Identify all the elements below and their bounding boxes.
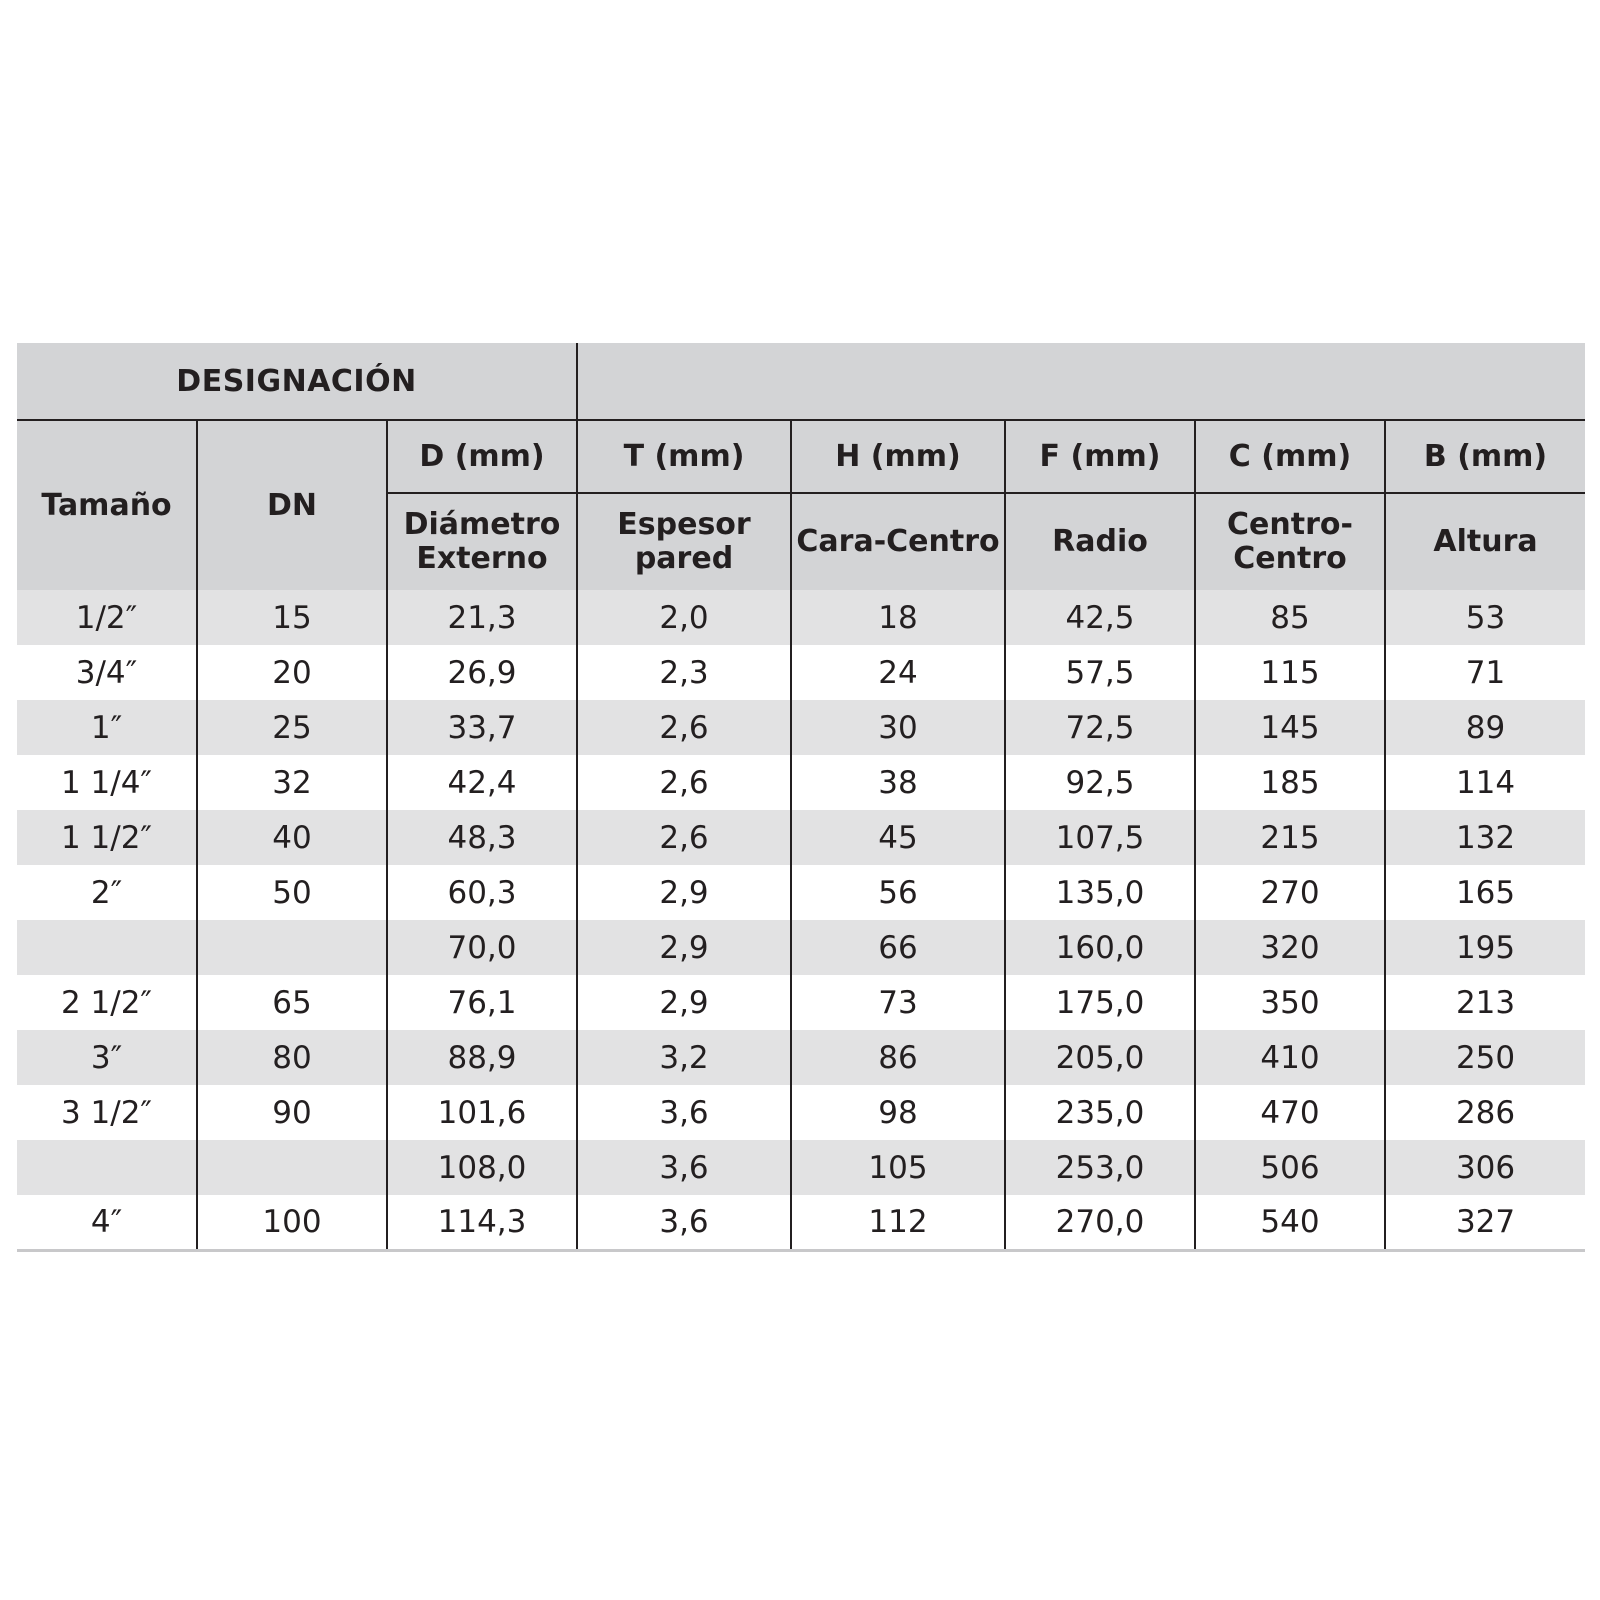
cell-outer-diameter: 76,1 — [387, 975, 577, 1030]
cell-center-center: 410 — [1195, 1030, 1385, 1085]
cell-height: 213 — [1385, 975, 1585, 1030]
cell-wall-thickness: 2,9 — [577, 865, 791, 920]
cell-radius: 235,0 — [1005, 1085, 1195, 1140]
cell-center-center: 85 — [1195, 590, 1385, 645]
cell-height: 165 — [1385, 865, 1585, 920]
cell-center-center: 470 — [1195, 1085, 1385, 1140]
header-desc-f — [1005, 493, 1195, 590]
cell-size: 2″ — [17, 865, 197, 920]
cell-outer-diameter: 88,9 — [387, 1030, 577, 1085]
cell-face-center: 56 — [791, 865, 1005, 920]
header-desc-t-line2: pared — [634, 541, 734, 576]
cell-size: 1/2″ — [17, 590, 197, 645]
cell-height: 286 — [1385, 1085, 1585, 1140]
header-desc-b — [1385, 493, 1585, 590]
cell-center-center: 215 — [1195, 810, 1385, 865]
cell-wall-thickness: 2,6 — [577, 700, 791, 755]
header-desc-d-line2: Externo — [416, 541, 548, 576]
cell-dn: 90 — [197, 1085, 387, 1140]
cell-height: 114 — [1385, 755, 1585, 810]
cell-radius: 107,5 — [1005, 810, 1195, 865]
cell-wall-thickness: 2,3 — [577, 645, 791, 700]
cell-dn: 100 — [197, 1195, 387, 1250]
cell-dn: 65 — [197, 975, 387, 1030]
cell-center-center: 270 — [1195, 865, 1385, 920]
table-row — [17, 1085, 1585, 1140]
header-desc-d — [387, 493, 577, 590]
cell-height: 327 — [1385, 1195, 1585, 1250]
cell-size — [17, 1140, 197, 1195]
header-desc-t-line1: Espesor — [617, 507, 751, 542]
cell-wall-thickness: 2,6 — [577, 810, 791, 865]
cell-wall-thickness: 3,6 — [577, 1140, 791, 1195]
cell-outer-diameter: 33,7 — [387, 700, 577, 755]
cell-face-center: 30 — [791, 700, 1005, 755]
cell-dn: 25 — [197, 700, 387, 755]
header-desc-h — [791, 493, 1005, 590]
header-unit-c: C (mm) — [1195, 420, 1385, 493]
cell-height: 71 — [1385, 645, 1585, 700]
header-unit-f: F (mm) — [1005, 420, 1195, 493]
cell-wall-thickness: 2,0 — [577, 590, 791, 645]
table-row — [17, 810, 1585, 865]
cell-size: 3 1/2″ — [17, 1085, 197, 1140]
cell-wall-thickness: 3,6 — [577, 1085, 791, 1140]
cell-face-center: 105 — [791, 1140, 1005, 1195]
cell-radius: 92,5 — [1005, 755, 1195, 810]
header-desc-t — [577, 493, 791, 590]
table-body — [17, 590, 1585, 1250]
cell-wall-thickness: 2,6 — [577, 755, 791, 810]
cell-outer-diameter: 60,3 — [387, 865, 577, 920]
cell-dn: 80 — [197, 1030, 387, 1085]
header-desc-c — [1195, 493, 1385, 590]
table-row — [17, 1030, 1585, 1085]
header-size: Tamaño — [17, 420, 197, 590]
cell-outer-diameter: 70,0 — [387, 920, 577, 975]
cell-radius: 270,0 — [1005, 1195, 1195, 1250]
header-desc-c-line1: Centro- — [1227, 507, 1353, 542]
cell-face-center: 86 — [791, 1030, 1005, 1085]
table-row — [17, 755, 1585, 810]
cell-radius: 253,0 — [1005, 1140, 1195, 1195]
cell-face-center: 73 — [791, 975, 1005, 1030]
header-unit-h: H (mm) — [791, 420, 1005, 493]
table-row — [17, 1140, 1585, 1195]
cell-size: 1 1/2″ — [17, 810, 197, 865]
cell-outer-diameter: 114,3 — [387, 1195, 577, 1250]
cell-dn — [197, 920, 387, 975]
cell-radius: 135,0 — [1005, 865, 1195, 920]
cell-outer-diameter: 26,9 — [387, 645, 577, 700]
cell-center-center: 350 — [1195, 975, 1385, 1030]
table-row — [17, 700, 1585, 755]
cell-size: 2 1/2″ — [17, 975, 197, 1030]
cell-height: 306 — [1385, 1140, 1585, 1195]
cell-outer-diameter: 48,3 — [387, 810, 577, 865]
cell-radius: 175,0 — [1005, 975, 1195, 1030]
cell-center-center: 320 — [1195, 920, 1385, 975]
table-row — [17, 920, 1585, 975]
cell-radius: 42,5 — [1005, 590, 1195, 645]
cell-radius: 72,5 — [1005, 700, 1195, 755]
cell-outer-diameter: 21,3 — [387, 590, 577, 645]
cell-face-center: 38 — [791, 755, 1005, 810]
cell-center-center: 540 — [1195, 1195, 1385, 1250]
cell-size: 3″ — [17, 1030, 197, 1085]
table-row — [17, 645, 1585, 700]
cell-dn: 40 — [197, 810, 387, 865]
cell-size — [17, 920, 197, 975]
cell-face-center: 112 — [791, 1195, 1005, 1250]
header-desc-f-line1: Radio — [1052, 524, 1148, 559]
table-row — [17, 975, 1585, 1030]
header-unit-b: B (mm) — [1385, 420, 1585, 493]
designation-title: DESIGNACIÓN — [17, 343, 577, 420]
cell-radius: 205,0 — [1005, 1030, 1195, 1085]
cell-dn: 20 — [197, 645, 387, 700]
cell-height: 250 — [1385, 1030, 1585, 1085]
cell-center-center: 145 — [1195, 700, 1385, 755]
cell-face-center: 66 — [791, 920, 1005, 975]
table-row — [17, 1195, 1585, 1250]
cell-wall-thickness: 3,6 — [577, 1195, 791, 1250]
cell-center-center: 185 — [1195, 755, 1385, 810]
cell-wall-thickness: 2,9 — [577, 920, 791, 975]
cell-face-center: 45 — [791, 810, 1005, 865]
cell-face-center: 98 — [791, 1085, 1005, 1140]
cell-center-center: 115 — [1195, 645, 1385, 700]
header-desc-h-line1: Cara-Centro — [796, 524, 1000, 559]
table-row — [17, 590, 1585, 645]
cell-dn: 32 — [197, 755, 387, 810]
cell-outer-diameter: 42,4 — [387, 755, 577, 810]
cell-dn — [197, 1140, 387, 1195]
cell-height: 132 — [1385, 810, 1585, 865]
header-desc-c-line2: Centro — [1233, 541, 1347, 576]
table-row — [17, 865, 1585, 920]
blank-header — [577, 343, 1585, 420]
cell-outer-diameter: 108,0 — [387, 1140, 577, 1195]
cell-size: 1 1/4″ — [17, 755, 197, 810]
dimensions-table — [17, 343, 1585, 1252]
cell-radius: 57,5 — [1005, 645, 1195, 700]
header-dn: DN — [197, 420, 387, 590]
header-desc-d-line1: Diámetro — [403, 507, 561, 542]
cell-dn: 15 — [197, 590, 387, 645]
cell-wall-thickness: 3,2 — [577, 1030, 791, 1085]
header-unit-d: D (mm) — [387, 420, 577, 493]
cell-size: 3/4″ — [17, 645, 197, 700]
cell-height: 53 — [1385, 590, 1585, 645]
header-desc-b-line1: Altura — [1433, 524, 1538, 559]
cell-height: 195 — [1385, 920, 1585, 975]
cell-wall-thickness: 2,9 — [577, 975, 791, 1030]
cell-dn: 50 — [197, 865, 387, 920]
header-unit-t: T (mm) — [577, 420, 791, 493]
cell-face-center: 18 — [791, 590, 1005, 645]
cell-outer-diameter: 101,6 — [387, 1085, 577, 1140]
cell-height: 89 — [1385, 700, 1585, 755]
cell-size: 1″ — [17, 700, 197, 755]
cell-radius: 160,0 — [1005, 920, 1195, 975]
cell-center-center: 506 — [1195, 1140, 1385, 1195]
cell-size: 4″ — [17, 1195, 197, 1250]
cell-face-center: 24 — [791, 645, 1005, 700]
